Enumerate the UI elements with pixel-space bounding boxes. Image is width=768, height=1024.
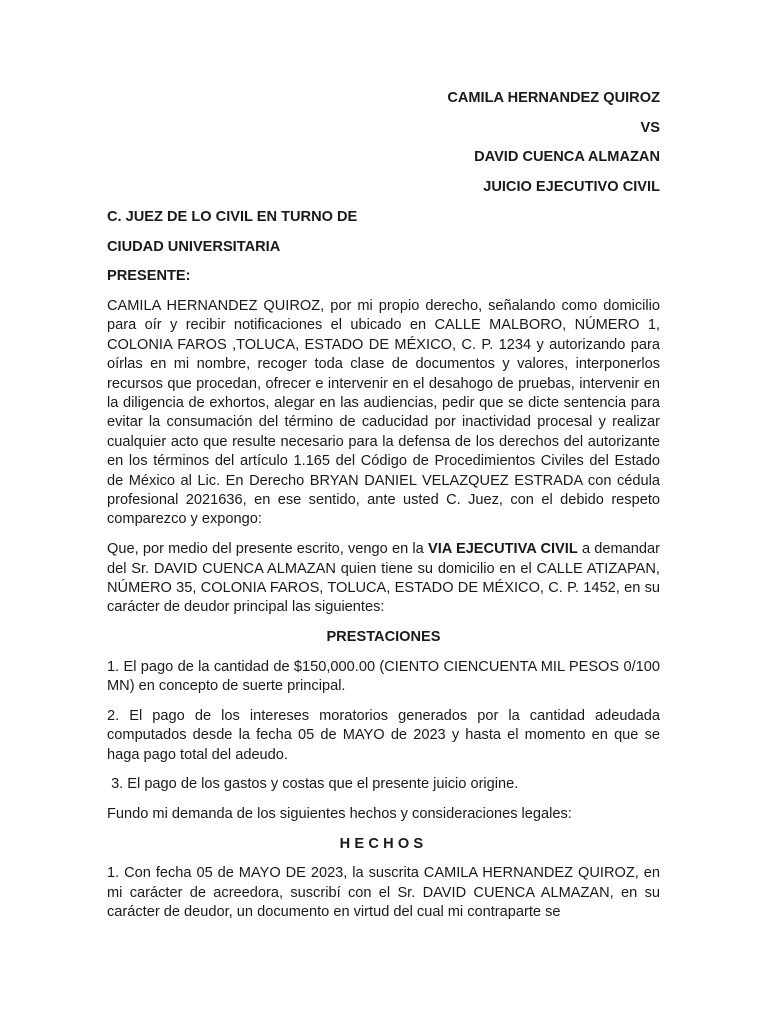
hecho-item-1: 1. Con fecha 05 de MAYO DE 2023, la suscrita CAMILA HERNANDEZ QUIROZ, en mi carácter de acreedora, suscribí con el Sr. DAVID CUENCA ALMAZAN, en su carácter de deudor, un documento en virtud del cual mi contraparte se xyxy=(107,865,660,921)
prestacion-item-1: 1. El pago de la cantidad de $150,000.00 (CIENTO CIENCUENTA MIL PESOS 0/100 MN) en concepto de suerte principal. xyxy=(107,658,660,695)
demand-via-ejecutiva: VIA EJECUTIVA CIVIL xyxy=(427,541,578,558)
demand-paragraph xyxy=(107,540,660,618)
caption-defendant: DAVID CUENCA ALMAZAN xyxy=(474,149,660,166)
hechos-heading: HECHOS xyxy=(339,835,428,852)
addressee-line-1: C. JUEZ DE LO CIVIL EN TURNO DE xyxy=(107,208,358,225)
caption-versus: VS xyxy=(640,119,660,136)
prestacion-item-3: 3. El pago de los gastos y costas que el presente juicio origine. xyxy=(107,776,519,793)
caption-actor: CAMILA HERNANDEZ QUIROZ xyxy=(447,90,660,106)
demand-text-before: Que, por medio del presente escrito, vengo en la xyxy=(107,541,428,558)
prestacion-item-2: 2. El pago de los intereses moratorios generados por la cantidad adeudada computados desde la fecha 05 de MAYO de 2023 y hasta el momento en que se haga pago total del adeudo. xyxy=(107,707,660,763)
caption-trial-type: JUICIO EJECUTIVO CIVIL xyxy=(483,179,660,196)
intro-paragraph: CAMILA HERNANDEZ QUIROZ, por mi propio derecho, señalando como domicilio para oír y recibir notificaciones el ubicado en CALLE MALBORO, NÚMERO 1, COLONIA FAROS ,TOLUCA, ESTADO DE MÉXICO, C. P. 1234 y autorizando para oírlas en mi nombre, recoger toda clase de documentos y valores, interponerlos recursos que procedan, ofrecer e intervenir en el desahogo de pruebas, intervenir en la diligencia de exhortos, alegar en las audiencias, pedir que se dicte sentencia para evitar la consumación del término de caducidad por inactividad procesal y realizar cualquier acto que resulte necesario para la defensa de los derechos del autorizante en los términos del artículo 1.165 del Código de Procedimientos Civiles del Estado de México al Lic. En Derecho BRYAN DANIEL VELAZQUEZ ESTRADA con cédula profesional 2021636, en ese sentido, ante usted C. Juez, con el debido respeto comparezco y expongo: xyxy=(107,297,660,528)
fundamentos-line: Fundo mi demanda de los siguientes hechos y consideraciones legales: xyxy=(107,806,572,823)
addressee-line-2: CIUDAD UNIVERSITARIA xyxy=(107,238,281,255)
demand-text-after: a demandar del Sr. DAVID CUENCA ALMAZAN quien tiene su domicilio en el CALLE ATIZAPAN, NÚMERO 35, COLONIA FAROS, TOLUCA, ESTADO DE MÉXICO, C. P. 1452, en su carácter de deudor principal las siguientes: xyxy=(107,541,660,616)
addressee-line-3: PRESENTE: xyxy=(107,268,191,285)
prestaciones-heading: PRESTACIONES xyxy=(326,629,441,646)
